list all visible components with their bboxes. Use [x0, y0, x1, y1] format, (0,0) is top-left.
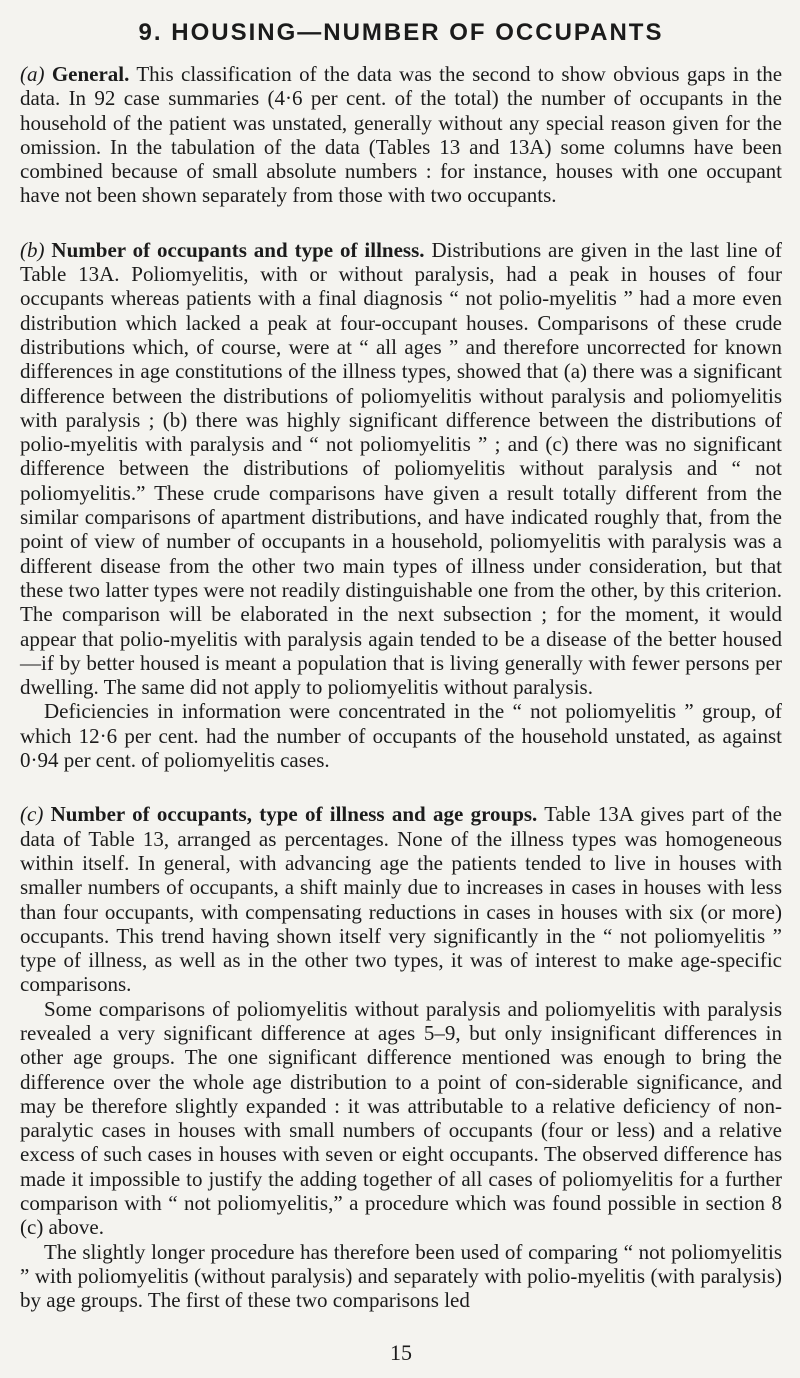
- subsection-a-title: [20, 62, 129, 86]
- paragraph-general: [20, 62, 782, 208]
- subsection-b-letter: (b): [20, 237, 45, 262]
- paragraph-procedure: The slightly longer procedure has therefore been used of comparing “ not poliomyelitis ” with poliomyelitis (without paralysis) and separately with polio-myelitis (with paralysis) by age groups. The first of these two comparisons led: [20, 1239, 782, 1313]
- page-number: 15: [390, 1340, 412, 1365]
- subsection-c-letter: (c): [20, 802, 44, 827]
- subsection-a-text: This classification of the data was the second to show obvious gaps in the data. In 92 case summaries (4·6 per cent. of the total) the number of occupants in the household of the patient was unstated, generally without any special reason given for the omission. In the tabulation of the data (Tables 13 and 13A) some columns have been combined because of small absolute numbers : for instance, houses with one occupant have not been shown separately from those with two occupants.: [20, 62, 783, 208]
- subsection-b-text: Distributions are given in the last line of Table 13A. Poliomyelitis, with or without paralysis, had a peak in houses of four occupants whereas patients with a final diagnosis “ not polio-myelitis ” had a more even distribution which lacked a peak at four-occupant houses. Comparisons of these crude distributions which, of course, were at “ all ages ” and therefore uncorrected for known differences in age constitutions of the illness types, showed that (a) there was a significant difference between the distributions of poliomyelitis without paralysis and poliomyelitis with paralysis ; (b) there was highly significant difference between the distributions of polio-myelitis with paralysis and “ not poliomyelitis ” ; and (c) there was no significant difference between the distributions of poliomyelitis without paralysis and “ not poliomyelitis.” These crude comparisons have given a result totally different from the similar comparisons of apartment distributions, and have indicated roughly that, from the point of view of number of occupants in a household, poliomyelitis with paralysis was a different disease from the other two main types of illness under consideration, but that these two latter types were not readily distinguishable one from the other, by this criterion. The comparison will be elaborated in the next subsection ; for the moment, it would appear that polio-myelitis with paralysis again tended to be a disease of the better housed—if by better housed is meant a population that is living generally with fewer persons per dwelling. The same did not apply to poliomyelitis without paralysis.: [20, 237, 782, 700]
- document-page: [20, 18, 782, 1368]
- subsection-b-heading: Number of occupants and type of illness.: [51, 237, 425, 262]
- subsection-c-text: Table 13A gives part of the data of Table 13, arranged as percentages. None of the illness types was homogeneous within itself. In general, with advancing age the patients tended to live in houses with smaller numbers of occupants, a shift mainly due to increases in cases in houses with less than four occupants, with compensating reductions in cases in houses with six (or more) occupants. This trend having shown itself very significantly in the “ not poliomyelitis ” type of illness, as well as in the other two types, it was of interest to make age-specific comparisons.: [20, 802, 782, 997]
- paragraph-comparisons: Some comparisons of poliomyelitis without paralysis and poliomyelitis with paralysis revealed a very significant difference at ages 5–9, but only insignificant differences in other age groups. The one significant difference mentioned was enough to bring the difference over the whole age distribution to a point of con-siderable significance, and may be therefore slightly expanded : it was attributable to a relative deficiency of non-paralytic cases in houses with small numbers of occupants (four or less) and a relative excess of such cases in houses with seven or eight occupants. The observed difference has made it impossible to justify the adding together of all cases of poliomyelitis for a further comparison with “ not poliomyelitis,” a procedure which was found possible in section 8 (c) above.: [20, 996, 782, 1240]
- paragraph-occupants-age-groups: [20, 802, 782, 996]
- subsection-c-heading: Number of occupants, type of illness and age groups.: [50, 802, 538, 827]
- subsection-a-letter: (a): [20, 62, 45, 86]
- paragraph-occupants-illness: [20, 238, 782, 700]
- subsection-a-heading: General.: [51, 62, 130, 86]
- paragraph-deficiencies: Deficiencies in information were concentrated in the “ not poliomyelitis ” group, of which 12·6 per cent. had the number of occupants of the household unstated, as against 0·94 per cent. of poliomyelitis cases.: [20, 699, 782, 773]
- section-heading: 9. HOUSING—NUMBER OF OCCUPANTS: [138, 19, 664, 46]
- subsection-b-title: [20, 238, 425, 262]
- subsection-c-title: [20, 802, 537, 826]
